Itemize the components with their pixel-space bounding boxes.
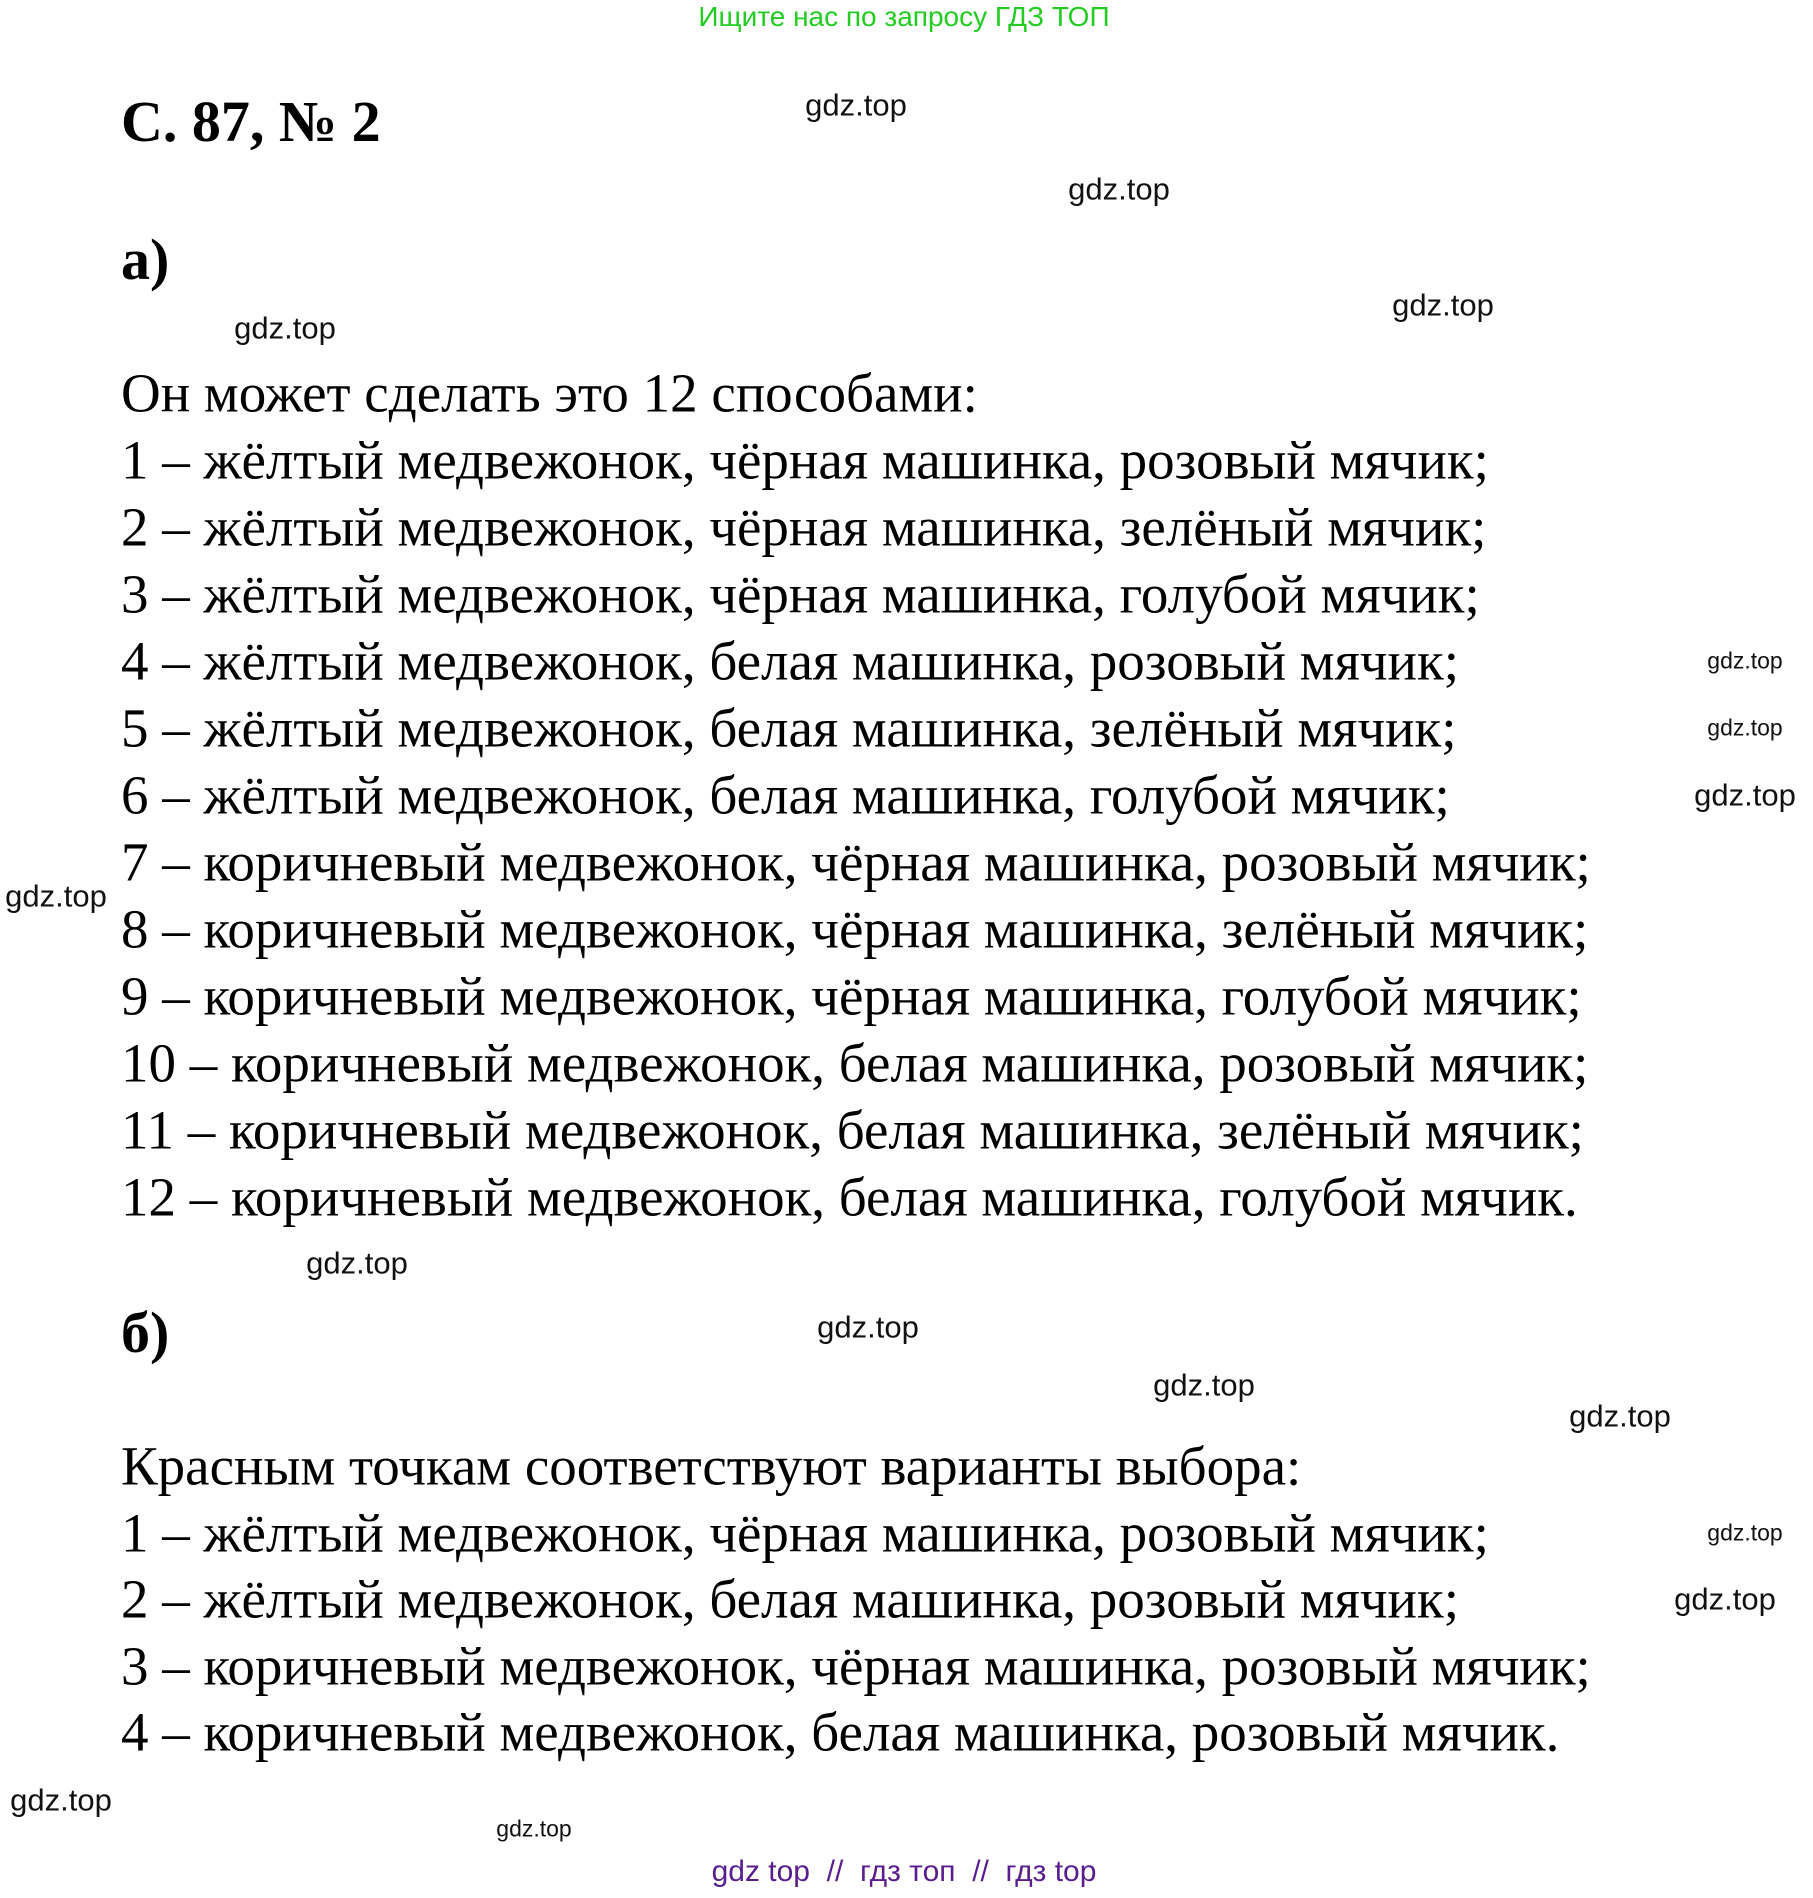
watermark: gdz.top — [1392, 287, 1494, 323]
watermark: gdz.top — [1068, 171, 1170, 207]
list-item: 2 – жёлтый медвежонок, чёрная машинка, зелёный мячик; — [121, 496, 1487, 558]
list-item: 8 – коричневый медвежонок, чёрная машинка, зелёный мячик; — [121, 898, 1589, 960]
watermark: gdz.top — [234, 310, 336, 346]
list-item: 7 – коричневый медвежонок, чёрная машинка, розовый мячик; — [121, 831, 1591, 893]
list-item: 6 – жёлтый медвежонок, белая машинка, голубой мячик; — [121, 764, 1450, 826]
watermark: gdz.top — [496, 1815, 572, 1842]
list-item: 1 – жёлтый медвежонок, чёрная машинка, розовый мячик; — [121, 1502, 1489, 1564]
list-item: 3 – коричневый медвежонок, чёрная машинка, розовый мячик; — [121, 1635, 1591, 1697]
list-item: 12 – коричневый медвежонок, белая машинка, голубой мячик. — [121, 1166, 1578, 1228]
list-item: 5 – жёлтый медвежонок, белая машинка, зелёный мячик; — [121, 697, 1457, 759]
watermark: gdz.top — [1569, 1398, 1671, 1434]
watermark: gdz.top — [1707, 1519, 1783, 1546]
list-item: 1 – жёлтый медвежонок, чёрная машинка, розовый мячик; — [121, 429, 1489, 491]
list-item: 4 – жёлтый медвежонок, белая машинка, розовый мячик; — [121, 630, 1459, 692]
watermark: gdz.top — [817, 1309, 919, 1345]
part-b-intro: Красным точкам соответствуют варианты выбора: — [121, 1435, 1302, 1497]
list-item: 11 – коричневый медвежонок, белая машинка, зелёный мячик; — [121, 1099, 1584, 1161]
list-item: 4 – коричневый медвежонок, белая машинка, розовый мячик. — [121, 1701, 1560, 1763]
list-item: 3 – жёлтый медвежонок, чёрная машинка, голубой мячик; — [121, 563, 1480, 625]
search-banner-link[interactable]: Ищите нас по запросу ГДЗ ТОП — [698, 1, 1110, 32]
page-title: С. 87, № 2 — [121, 89, 381, 154]
watermark: gdz.top — [306, 1245, 408, 1281]
part-b-label: б) — [121, 1300, 170, 1365]
watermark: gdz.top — [805, 87, 907, 123]
part-a-label: а) — [121, 227, 170, 292]
watermark: gdz.top — [1694, 777, 1796, 813]
footer-links[interactable]: gdz top // гдз топ // гдз top — [711, 1855, 1097, 1888]
list-item: 9 – коричневый медвежонок, чёрная машинка, голубой мячик; — [121, 965, 1582, 1027]
list-item: 2 – жёлтый медвежонок, белая машинка, розовый мячик; — [121, 1568, 1459, 1630]
list-item: 10 – коричневый медвежонок, белая машинка, розовый мячик; — [121, 1032, 1589, 1094]
watermark: gdz.top — [5, 878, 107, 914]
part-a-intro: Он может сделать это 12 способами: — [121, 362, 978, 424]
watermark: gdz.top — [1707, 647, 1783, 674]
watermark: gdz.top — [1674, 1581, 1776, 1617]
watermark: gdz.top — [10, 1782, 112, 1818]
watermark: gdz.top — [1153, 1367, 1255, 1403]
watermark: gdz.top — [1707, 714, 1783, 741]
